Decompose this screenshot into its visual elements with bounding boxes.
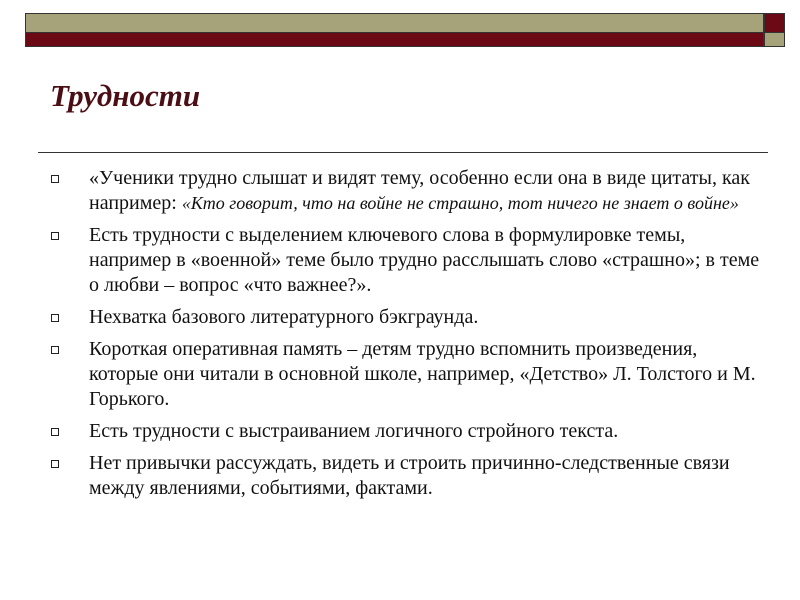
title-divider bbox=[38, 152, 768, 153]
list-item-text: Есть трудности с выделением ключевого слова в формулировке темы, например в «военной» теме было трудно расслышать слово «страшно»; в теме о любви – вопрос «что важнее?». bbox=[89, 224, 760, 296]
list-item-quote: «Кто говорит, что на войне не страшно, тот ничего не знает о войне» bbox=[181, 193, 739, 213]
square-bullet-icon bbox=[51, 232, 59, 240]
list-item-text: Нет привычки рассуждать, видеть и строить причинно-следственные связи между явлениями, событиями, фактами. bbox=[89, 452, 730, 499]
header-band-olive bbox=[25, 13, 764, 33]
list-item bbox=[48, 223, 760, 298]
square-bullet-icon bbox=[51, 314, 59, 322]
list-item bbox=[48, 337, 760, 412]
list-item bbox=[48, 419, 760, 444]
square-bullet-icon bbox=[51, 428, 59, 436]
list-item-text: Короткая оперативная память – детям трудно вспомнить произведения, которые они читали в основной школе, например, «Детство» Л. Толстого и М. Горького. bbox=[89, 338, 756, 410]
list-item bbox=[48, 451, 760, 501]
header-corner-red bbox=[764, 13, 785, 33]
square-bullet-icon bbox=[51, 460, 59, 468]
bullet-list bbox=[48, 166, 760, 508]
square-bullet-icon bbox=[51, 346, 59, 354]
list-item bbox=[48, 305, 760, 330]
list-item bbox=[48, 166, 760, 216]
square-bullet-icon bbox=[51, 175, 59, 183]
header-corner-olive bbox=[764, 33, 785, 47]
slide-title: Трудности bbox=[50, 78, 201, 113]
list-item-text: «Ученики трудно слышат и видят тему, особенно если она в виде цитаты, как например: bbox=[89, 167, 750, 214]
header-band-red bbox=[25, 33, 764, 47]
list-item-text: Есть трудности с выстраиванием логичного стройного текста. bbox=[89, 420, 619, 442]
list-item-text: Нехватка базового литературного бэкграунда. bbox=[89, 306, 479, 328]
